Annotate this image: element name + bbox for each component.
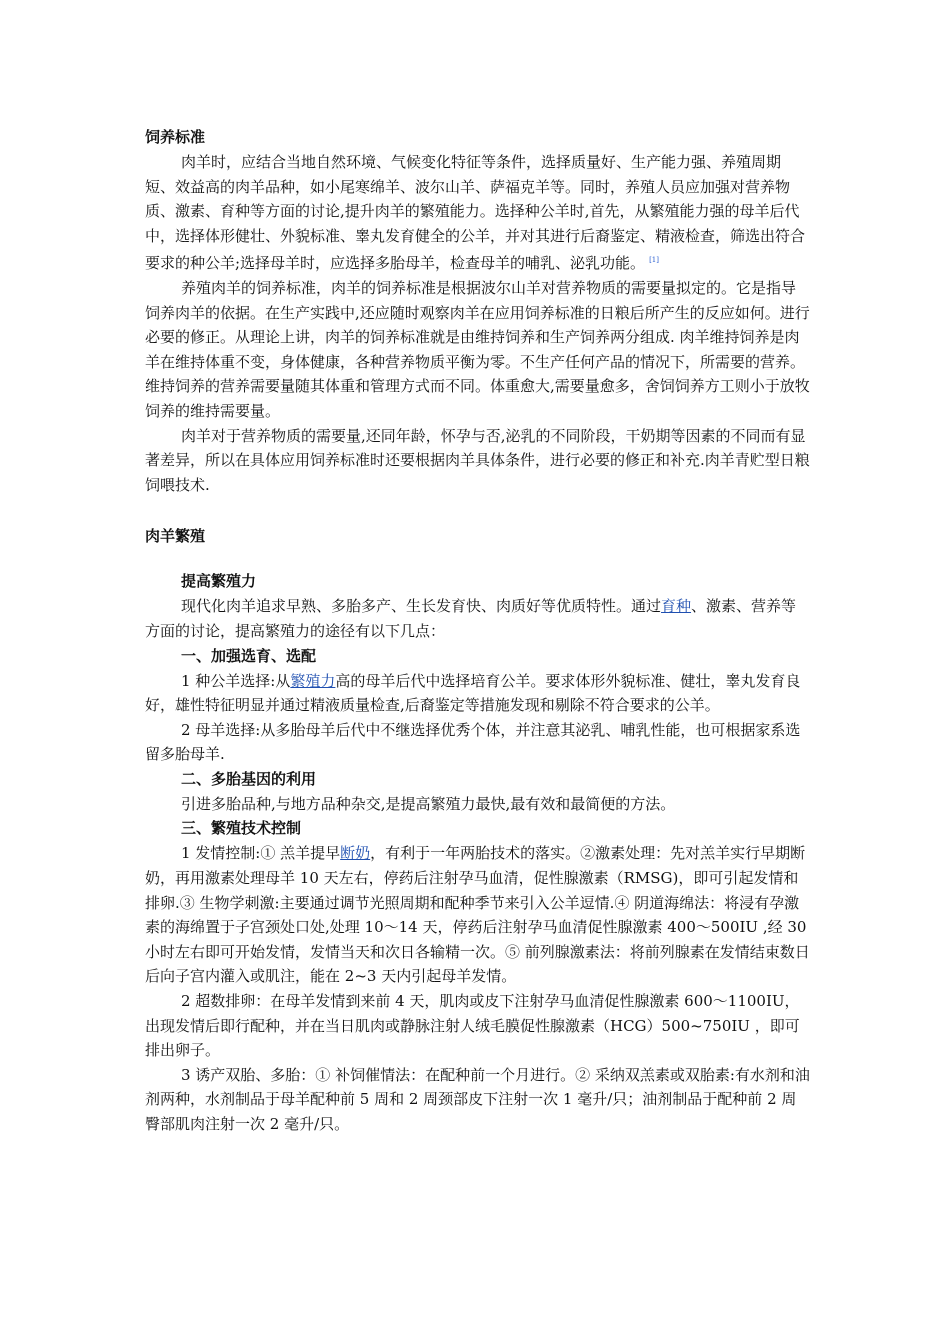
paragraph-text: 、激素、营养等方面的讨论，提高繁殖力的途径有以下几点： bbox=[145, 597, 797, 640]
paragraph-feeding-standard: 养殖肉羊的饲养标准，肉羊的饲养标准是根据波尔山羊对营养物质的需要量拟定的。它是指导饲养肉羊的依据。在生产实践中,还应随时观察肉羊在应用饲养标准的日粮后所产生的反应如何。进行必要的修正。从理论上讲，肉羊的饲养标准就是由维持饲养和生产饲养两分组成. 肉羊维持饲养是肉羊在维持体重不变，身体健康，各种营养物质平衡为零。不生产任何产品的情况下，所需要的营养。维持饲养的营养需要量随其体重和管理方式而不同。体重愈大,需要量愈多，舍饲饲养方工则小于放牧饲养的维持需要量。 bbox=[145, 278, 810, 420]
paragraph-text: ，有利于一年两胎技术的落实。②激素处理：先对羔羊实行早期断奶，再用激素处理母羊 10 天左右，停药后注射孕马血清，促性腺激素（RMSG)，即可引起发情和排卵.③ 生物学刺激:主要通过调节光照周期和配种季节来引入公羊逗情.④ 阴道海绵法：将浸有孕激素的海绵置于子宫颈处口处,处理 10～14 天，停药后注射孕马血清促性腺激素 400～500IU ,经 30 小时左右即可开始发情，发情当天和次日各输精一次。⑤ 前列腺激素法：将前列腺素在发情结束数日后向子宫内灌入或肌注，能在 2~3 天内引起母羊发情。 bbox=[145, 844, 810, 986]
paragraph-intro bbox=[145, 594, 810, 643]
heading-multiple-birth-gene: 二、多胎基因的利用 bbox=[181, 769, 317, 788]
paragraph-estrus-control bbox=[145, 841, 810, 989]
paragraph-text: 1 种公羊选择:从 bbox=[181, 671, 291, 690]
paragraph-ewe-selection: 2 母羊选择:从多胎母羊后代中不继选择优秀个体，并注意其泌乳、哺乳性能，也可根据家系选留多胎母羊. bbox=[145, 720, 801, 764]
section-title-breeding: 肉羊繁殖 bbox=[145, 527, 206, 546]
link-breeding[interactable]: 育种 bbox=[661, 597, 692, 616]
paragraph-text: 1 发情控制:① 羔羊提早 bbox=[181, 844, 341, 863]
paragraph-ram-selection bbox=[145, 669, 810, 718]
subsection-title-improve-fertility: 提高繁殖力 bbox=[181, 572, 257, 591]
paragraph-text: 现代化肉羊追求早熟、多胎多产、生长发育快、肉质好等优质特性。通过 bbox=[181, 597, 662, 616]
link-weaning[interactable]: 断奶 bbox=[340, 844, 371, 863]
section-title-feeding-standard: 饲养标准 bbox=[145, 128, 206, 146]
citation-link[interactable]: [1] bbox=[649, 256, 659, 265]
link-fertility[interactable]: 繁殖力 bbox=[290, 671, 336, 690]
section-spacer bbox=[145, 497, 810, 523]
paragraph-nutrient-needs: 肉羊对于营养物质的需要量,还同年龄，怀孕与否,泌乳的不同阶段，干奶期等因素的不同而有显著差异，所以在具体应用饲养标准时还要根据肉羊具体条件，进行必要的修正和补充.肉羊青贮型日粮饲喂技术. bbox=[145, 426, 810, 494]
paragraph-superovulation: 2 超数排卵：在母羊发情到来前 4 天，肌肉或皮下注射孕马血清促性腺激素 600～1100IU，出现发情后即行配种，并在当日肌肉或静脉注射人绒毛膜促性腺激素（HCG）500~750IU ，即可排出卵子。 bbox=[145, 992, 800, 1060]
paragraph-text: 高的母羊后代中选择培育公羊。要求体形外貌标准、健壮，睾丸发育良好，雄性特征明显并通过精液质量检查,后裔鉴定等措施发现和剔除不符合要求的公羊。 bbox=[145, 671, 801, 715]
heading-selection: 一、加强选育、选配 bbox=[181, 646, 317, 665]
paragraph-gene-use: 引进多胎品种,与地方品种杂交,是提高繁殖力最快,最有效和最简便的方法。 bbox=[181, 794, 676, 813]
paragraph-breed-selection bbox=[145, 150, 810, 276]
section-spacer bbox=[145, 549, 810, 569]
document-body bbox=[145, 124, 810, 1137]
paragraph-twin-induction: 3 诱产双胎、多胎：① 补饲催情法：在配种前一个月进行。② 采纳双羔素或双胎素:有水剂和油剂两种，水剂制品于母羊配种前 5 周和 2 周颈部皮下注射一次 1 毫升/只；油剂制品于配种前 2 周臀部肌肉注射一次 2 毫升/只。 bbox=[145, 1065, 810, 1133]
heading-breeding-technique: 三、繁殖技术控制 bbox=[181, 819, 302, 838]
paragraph-text: 肉羊时，应结合当地自然环境、气候变化特征等条件，选择质量好、生产能力强、养殖周期短、效益高的肉羊品种，如小尾寒绵羊、波尔山羊、萨福克羊等。同时，养殖人员应加强对营养物质、激素、育种等方面的讨论,提升肉羊的繁殖能力。选择种公羊时,首先，从繁殖能力强的母羊后代中，选择体形健壮、外貌标准、睾丸发育健全的公羊，并对其进行后裔鉴定、精液检查，筛选出符合要求的种公羊;选择母羊时，应选择多胎母羊，检查母羊的哺乳、泌乳功能。 bbox=[145, 153, 806, 273]
